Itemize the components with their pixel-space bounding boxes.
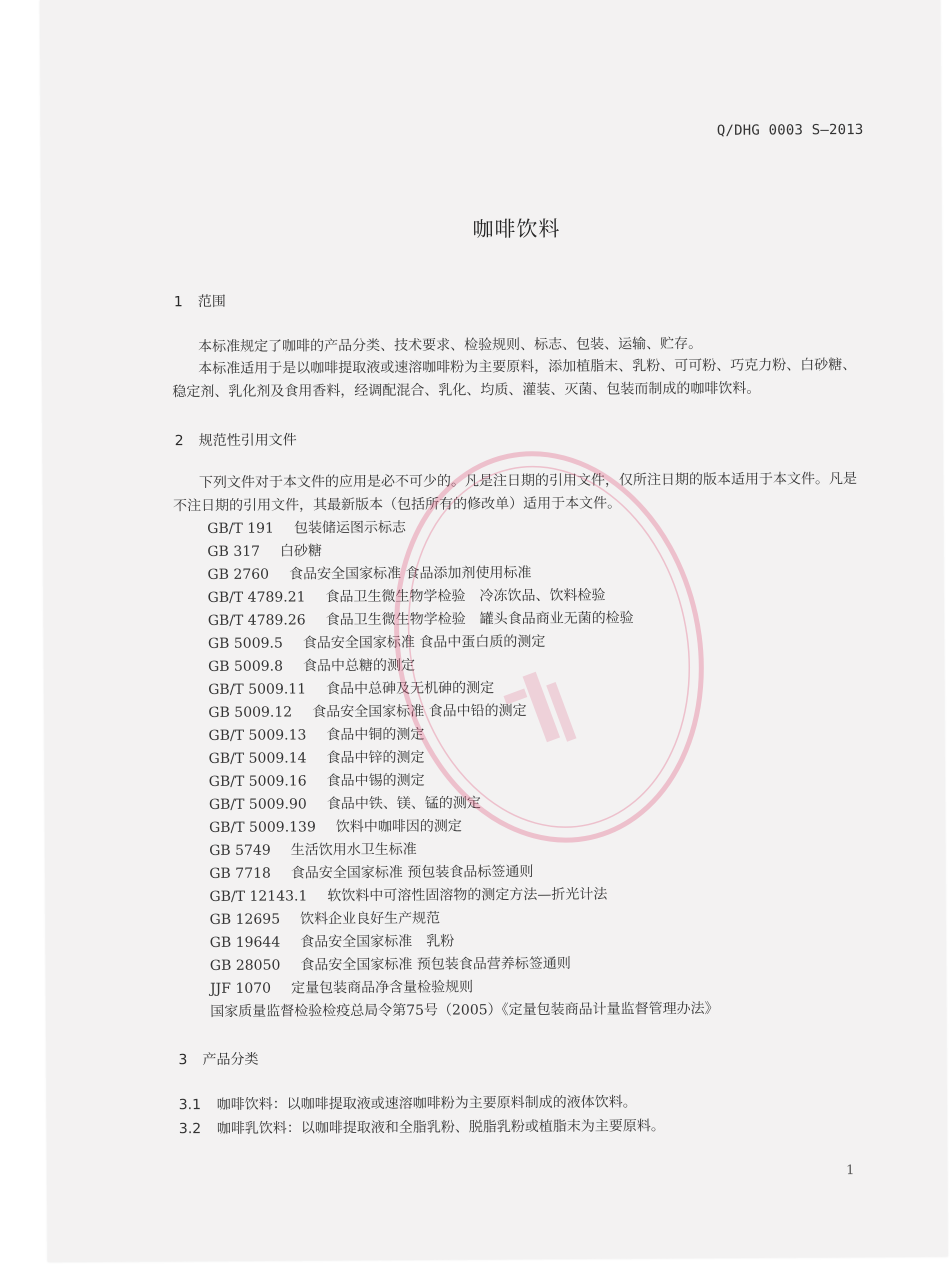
reference-title: 食品中锡的测定 — [326, 772, 425, 790]
document-title: 咖啡饮料 — [472, 216, 561, 242]
section-title: 产品分类 — [202, 1051, 259, 1069]
section-number: 1 — [173, 294, 183, 311]
clause-text: 咖啡饮料：以咖啡提取液或速溶咖啡粉为主要原料制成的液体饮料。 — [216, 1094, 637, 1113]
reference-title: 食品中铁、镁、锰的测定 — [326, 795, 481, 813]
clause-text: 咖啡乳饮料：以咖啡提取液和全脂乳粉、脱脂乳粉或植脂末为主要原料。 — [216, 1118, 665, 1137]
reference-title: 白砂糖 — [279, 543, 323, 560]
reference-title: 食品安全国家标准 预包装食品营养标签通则 — [300, 955, 571, 974]
reference-item — [208, 607, 717, 633]
reference-item — [208, 676, 717, 702]
reference-item — [210, 906, 719, 932]
document-code: Q/DHG 0003 S—2013 — [716, 121, 864, 139]
reference-title: 饮料企业良好生产规范 — [300, 910, 441, 928]
reference-code: GB/T 5009.14 — [208, 750, 307, 767]
reference-code: GB/T 5009.90 — [208, 796, 307, 813]
reference-code: GB/T 5009.16 — [208, 773, 307, 790]
reference-title: 食品中铜的测定 — [326, 726, 425, 744]
reference-item — [210, 952, 719, 978]
reference-title: 食品安全国家标准 食品中蛋白质的测定 — [302, 633, 546, 652]
section-number: 2 — [174, 433, 184, 450]
section-heading-references — [175, 429, 297, 450]
reference-item — [208, 630, 717, 656]
reference-item — [209, 860, 718, 886]
reference-title: 食品安全国家标准 食品中铅的测定 — [312, 703, 527, 721]
reference-item — [209, 768, 718, 794]
reference-code: JJF 1070 — [209, 980, 272, 997]
reference-item — [209, 745, 718, 771]
reference-item — [207, 538, 716, 564]
section-title: 范围 — [197, 293, 226, 311]
reference-code: GB 5009.8 — [208, 658, 284, 675]
reference-code: GB 5749 — [209, 842, 271, 859]
reference-item — [207, 515, 716, 541]
section-title: 规范性引用文件 — [198, 432, 297, 450]
scope-paragraph-1: 本标准规定了咖啡的产品分类、技术要求、检验规则、标志、包装、运输、贮存。 — [198, 335, 703, 356]
reference-item — [208, 699, 717, 725]
reference-title: 定量包装商品净含量检验规则 — [291, 979, 474, 997]
reference-code: GB 5009.12 — [208, 704, 293, 721]
section-number: 3 — [178, 1052, 188, 1069]
reference-code: GB 317 — [207, 543, 261, 560]
reference-code: GB/T 12143.1 — [209, 888, 308, 905]
reference-item — [210, 929, 719, 955]
reference-item — [208, 584, 717, 610]
reference-code: GB 28050 — [209, 957, 281, 974]
reference-item — [208, 653, 717, 679]
section-heading-scope — [174, 291, 226, 311]
reference-code: 国家质量监督检验检疫总局令第75号（2005）《定量包装商品计量监督管理办法》 — [210, 1000, 719, 1020]
reference-item — [209, 814, 718, 840]
reference-code: GB 7718 — [209, 865, 271, 882]
scope-paragraph-2: 本标准适用于是以咖啡提取液或速溶咖啡粉为主要原料，添加植脂末、乳粉、可可粉、巧克力粉、白砂糖、稳定剂、乳化剂及食用香料，经调配混合、乳化、均质、灌装、灭菌、包装而制成的咖啡饮料。 — [172, 357, 857, 401]
reference-code: GB 12695 — [209, 911, 281, 928]
reference-code: GB/T 5009.13 — [208, 727, 307, 744]
reference-title: 食品中锌的测定 — [326, 749, 425, 767]
reference-code: GB 5009.5 — [207, 635, 283, 652]
reference-title: 食品安全国家标准 乳粉 — [300, 933, 455, 951]
reference-code: GB/T 191 — [207, 520, 274, 537]
reference-code: GB 19644 — [209, 934, 281, 951]
reference-code: GB/T 5009.139 — [209, 819, 316, 836]
reference-title: 食品卫生微生物学检验 冷冻饮品、饮料检验 — [325, 587, 606, 606]
reference-title: 食品安全国家标准 预包装食品标签通则 — [290, 864, 534, 882]
clause-number: 3.2 — [178, 1121, 202, 1138]
clause-3-1 — [179, 1091, 637, 1114]
reference-title: 食品中总糖的测定 — [302, 657, 416, 675]
reference-title: 包装储运图示标志 — [293, 519, 406, 537]
reference-list — [207, 515, 719, 1024]
reference-item — [208, 722, 717, 748]
reference-code: GB/T 4789.26 — [207, 612, 306, 629]
reference-item — [207, 561, 716, 587]
reference-item — [209, 791, 718, 817]
reference-title: 食品中总砷及无机砷的测定 — [326, 680, 495, 698]
references-intro: 下列文件对于本文件的应用是必不可少的。凡是注日期的引用文件，仅所注日期的版本适用于本文件。凡是不注日期的引用文件，其最新版本（包括所有的修改单）适用于本文件。 — [173, 471, 857, 515]
clause-number: 3.1 — [178, 1097, 202, 1114]
page-number: 1 — [846, 1163, 855, 1179]
section-heading-classification — [178, 1049, 258, 1069]
reference-title: 食品卫生微生物学检验 罐头食品商业无菌的检验 — [325, 610, 634, 629]
document-page — [40, 0, 948, 1262]
reference-title: 食品安全国家标准 食品添加剂使用标准 — [289, 565, 532, 583]
reference-item — [210, 998, 719, 1024]
reference-code: GB/T 5009.11 — [208, 681, 307, 698]
reference-code: GB/T 4789.21 — [207, 589, 306, 606]
reference-item — [209, 883, 718, 909]
reference-title: 生活饮用水卫生标准 — [290, 841, 417, 859]
reference-title: 软饮料中可溶性固溶物的测定方法—折光计法 — [327, 886, 608, 905]
reference-item — [209, 837, 718, 863]
clause-3-2 — [179, 1115, 665, 1138]
reference-title: 饮料中咖啡因的测定 — [335, 818, 462, 836]
reference-code: GB 2760 — [207, 566, 270, 583]
reference-item — [210, 975, 719, 1001]
